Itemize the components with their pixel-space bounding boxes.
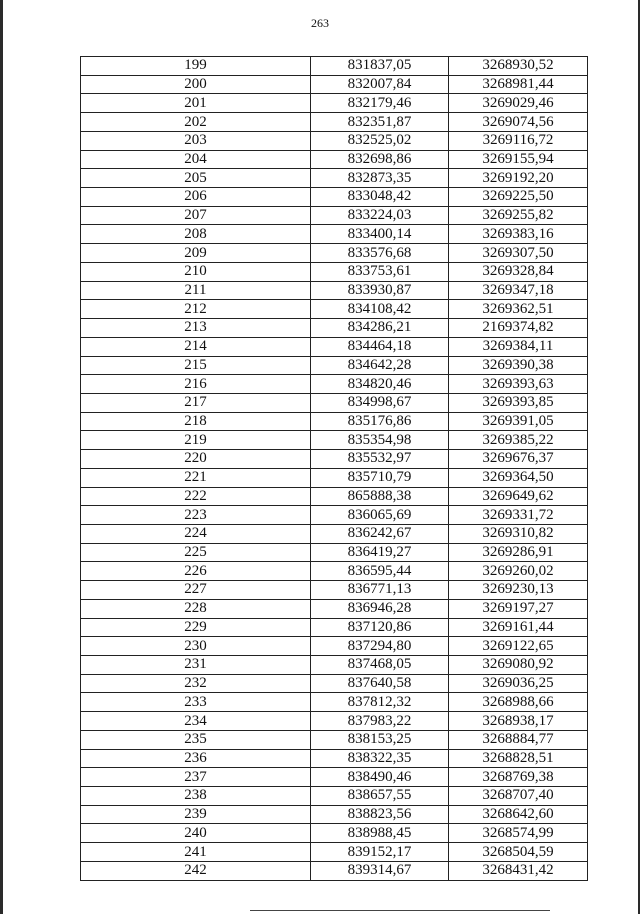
x-coordinate-cell: 832351,87 (311, 113, 449, 132)
x-coordinate-cell: 838490,46 (311, 768, 449, 787)
x-coordinate-cell: 837294,80 (311, 637, 449, 656)
y-coordinate-cell: 3269155,94 (449, 150, 588, 169)
y-coordinate-cell: 3269307,50 (449, 244, 588, 263)
point-number-cell: 215 (81, 356, 311, 375)
x-coordinate-cell: 837468,05 (311, 656, 449, 675)
table-row (81, 487, 588, 506)
table-row (81, 599, 588, 618)
y-coordinate-cell: 3269197,27 (449, 599, 588, 618)
page-number: 263 (311, 16, 329, 30)
table-row (81, 637, 588, 656)
y-coordinate-cell: 3269036,25 (449, 674, 588, 693)
y-coordinate-cell: 3269192,20 (449, 169, 588, 188)
point-number-cell: 228 (81, 599, 311, 618)
y-coordinate-cell: 3269286,91 (449, 543, 588, 562)
coordinates-table (80, 56, 588, 881)
x-coordinate-cell: 835176,86 (311, 412, 449, 431)
point-number-cell: 231 (81, 656, 311, 675)
point-number-cell: 224 (81, 524, 311, 543)
y-coordinate-cell: 3269310,82 (449, 524, 588, 543)
table-row (81, 506, 588, 525)
table-row (81, 543, 588, 562)
table-row (81, 281, 588, 300)
x-coordinate-cell: 834108,42 (311, 300, 449, 319)
y-coordinate-cell: 3269390,38 (449, 356, 588, 375)
table-row (81, 319, 588, 338)
x-coordinate-cell: 831837,05 (311, 57, 449, 76)
point-number-cell: 208 (81, 225, 311, 244)
table-row (81, 131, 588, 150)
table-row (81, 861, 588, 880)
x-coordinate-cell: 833576,68 (311, 244, 449, 263)
x-coordinate-cell: 835532,97 (311, 450, 449, 469)
point-number-cell: 234 (81, 712, 311, 731)
x-coordinate-cell: 836065,69 (311, 506, 449, 525)
x-coordinate-cell: 837812,32 (311, 693, 449, 712)
table-row (81, 843, 588, 862)
point-number-cell: 236 (81, 749, 311, 768)
y-coordinate-cell: 3268981,44 (449, 75, 588, 94)
table-row (81, 805, 588, 824)
point-number-cell: 216 (81, 375, 311, 394)
x-coordinate-cell: 832179,46 (311, 94, 449, 113)
table-row (81, 356, 588, 375)
table-row (81, 412, 588, 431)
point-number-cell: 220 (81, 450, 311, 469)
page-edge-left (0, 0, 3, 914)
point-number-cell: 209 (81, 244, 311, 263)
table-row (81, 75, 588, 94)
x-coordinate-cell: 836419,27 (311, 543, 449, 562)
x-coordinate-cell: 838988,45 (311, 824, 449, 843)
x-coordinate-cell: 832698,86 (311, 150, 449, 169)
y-coordinate-cell: 3269385,22 (449, 431, 588, 450)
table-row (81, 674, 588, 693)
x-coordinate-cell: 835354,98 (311, 431, 449, 450)
x-coordinate-cell: 833224,03 (311, 206, 449, 225)
point-number-cell: 221 (81, 468, 311, 487)
table-row (81, 524, 588, 543)
point-number-cell: 217 (81, 393, 311, 412)
x-coordinate-cell: 832873,35 (311, 169, 449, 188)
table-row (81, 693, 588, 712)
point-number-cell: 207 (81, 206, 311, 225)
point-number-cell: 223 (81, 506, 311, 525)
table-row (81, 581, 588, 600)
x-coordinate-cell: 838153,25 (311, 730, 449, 749)
y-coordinate-cell: 3269393,85 (449, 393, 588, 412)
y-coordinate-cell: 3268930,52 (449, 57, 588, 76)
table-row (81, 188, 588, 207)
point-number-cell: 229 (81, 618, 311, 637)
x-coordinate-cell: 838322,35 (311, 749, 449, 768)
x-coordinate-cell: 839152,17 (311, 843, 449, 862)
table-row (81, 768, 588, 787)
table-row (81, 393, 588, 412)
y-coordinate-cell: 3268504,59 (449, 843, 588, 862)
y-coordinate-cell: 3268884,77 (449, 730, 588, 749)
y-coordinate-cell: 3269364,50 (449, 468, 588, 487)
y-coordinate-cell: 3269255,82 (449, 206, 588, 225)
y-coordinate-cell: 3269676,37 (449, 450, 588, 469)
point-number-cell: 211 (81, 281, 311, 300)
x-coordinate-cell: 836242,67 (311, 524, 449, 543)
x-coordinate-cell: 837983,22 (311, 712, 449, 731)
table-row (81, 749, 588, 768)
x-coordinate-cell: 834286,21 (311, 319, 449, 338)
x-coordinate-cell: 865888,38 (311, 487, 449, 506)
y-coordinate-cell: 3269384,11 (449, 337, 588, 356)
y-coordinate-cell: 3269331,72 (449, 506, 588, 525)
x-coordinate-cell: 836771,13 (311, 581, 449, 600)
y-coordinate-cell: 3268574,99 (449, 824, 588, 843)
table-row (81, 300, 588, 319)
point-number-cell: 200 (81, 75, 311, 94)
y-coordinate-cell: 3269161,44 (449, 618, 588, 637)
point-number-cell: 230 (81, 637, 311, 656)
point-number-cell: 214 (81, 337, 311, 356)
x-coordinate-cell: 834998,67 (311, 393, 449, 412)
point-number-cell: 232 (81, 674, 311, 693)
table-row (81, 730, 588, 749)
y-coordinate-cell: 3269649,62 (449, 487, 588, 506)
table-row (81, 562, 588, 581)
y-coordinate-cell: 3268828,51 (449, 749, 588, 768)
point-number-cell: 235 (81, 730, 311, 749)
table-row (81, 618, 588, 637)
point-number-cell: 204 (81, 150, 311, 169)
table-row (81, 262, 588, 281)
table-row (81, 337, 588, 356)
y-coordinate-cell: 3269383,16 (449, 225, 588, 244)
x-coordinate-cell: 834820,46 (311, 375, 449, 394)
point-number-cell: 212 (81, 300, 311, 319)
point-number-cell: 213 (81, 319, 311, 338)
x-coordinate-cell: 833400,14 (311, 225, 449, 244)
table-row (81, 787, 588, 806)
point-number-cell: 222 (81, 487, 311, 506)
point-number-cell: 206 (81, 188, 311, 207)
y-coordinate-cell: 3268431,42 (449, 861, 588, 880)
table-row (81, 206, 588, 225)
x-coordinate-cell: 832525,02 (311, 131, 449, 150)
table-row (81, 94, 588, 113)
x-coordinate-cell: 835710,79 (311, 468, 449, 487)
y-coordinate-cell: 3268938,17 (449, 712, 588, 731)
y-coordinate-cell: 3269362,51 (449, 300, 588, 319)
y-coordinate-cell: 3269029,46 (449, 94, 588, 113)
point-number-cell: 238 (81, 787, 311, 806)
point-number-cell: 242 (81, 861, 311, 880)
y-coordinate-cell: 3269080,92 (449, 656, 588, 675)
point-number-cell: 202 (81, 113, 311, 132)
table-row (81, 244, 588, 263)
x-coordinate-cell: 833930,87 (311, 281, 449, 300)
table-row (81, 113, 588, 132)
point-number-cell: 201 (81, 94, 311, 113)
table-row (81, 57, 588, 76)
x-coordinate-cell: 833048,42 (311, 188, 449, 207)
y-coordinate-cell: 3268769,38 (449, 768, 588, 787)
point-number-cell: 210 (81, 262, 311, 281)
table-row (81, 150, 588, 169)
table-row (81, 712, 588, 731)
x-coordinate-cell: 837120,86 (311, 618, 449, 637)
y-coordinate-cell: 3269116,72 (449, 131, 588, 150)
y-coordinate-cell: 3269347,18 (449, 281, 588, 300)
table-row (81, 375, 588, 394)
x-coordinate-cell: 836595,44 (311, 562, 449, 581)
point-number-cell: 203 (81, 131, 311, 150)
x-coordinate-cell: 833753,61 (311, 262, 449, 281)
x-coordinate-cell: 834464,18 (311, 337, 449, 356)
point-number-cell: 205 (81, 169, 311, 188)
y-coordinate-cell: 3269328,84 (449, 262, 588, 281)
x-coordinate-cell: 836946,28 (311, 599, 449, 618)
table-row (81, 824, 588, 843)
y-coordinate-cell: 3269393,63 (449, 375, 588, 394)
x-coordinate-cell: 834642,28 (311, 356, 449, 375)
x-coordinate-cell: 839314,67 (311, 861, 449, 880)
point-number-cell: 227 (81, 581, 311, 600)
y-coordinate-cell: 3269260,02 (449, 562, 588, 581)
y-coordinate-cell: 2169374,82 (449, 319, 588, 338)
point-number-cell: 239 (81, 805, 311, 824)
x-coordinate-cell: 838823,56 (311, 805, 449, 824)
point-number-cell: 199 (81, 57, 311, 76)
coordinates-table-body (81, 57, 588, 881)
table-row (81, 656, 588, 675)
point-number-cell: 240 (81, 824, 311, 843)
y-coordinate-cell: 3269230,13 (449, 581, 588, 600)
x-coordinate-cell: 832007,84 (311, 75, 449, 94)
y-coordinate-cell: 3268642,60 (449, 805, 588, 824)
table-row (81, 468, 588, 487)
point-number-cell: 218 (81, 412, 311, 431)
table-row (81, 169, 588, 188)
table-row (81, 431, 588, 450)
y-coordinate-cell: 3269391,05 (449, 412, 588, 431)
y-coordinate-cell: 3269074,56 (449, 113, 588, 132)
point-number-cell: 226 (81, 562, 311, 581)
scan-edge-line (250, 910, 550, 911)
y-coordinate-cell: 3269225,50 (449, 188, 588, 207)
y-coordinate-cell: 3268988,66 (449, 693, 588, 712)
y-coordinate-cell: 3268707,40 (449, 787, 588, 806)
y-coordinate-cell: 3269122,65 (449, 637, 588, 656)
point-number-cell: 237 (81, 768, 311, 787)
point-number-cell: 219 (81, 431, 311, 450)
table-row (81, 225, 588, 244)
x-coordinate-cell: 838657,55 (311, 787, 449, 806)
table-row (81, 450, 588, 469)
point-number-cell: 225 (81, 543, 311, 562)
x-coordinate-cell: 837640,58 (311, 674, 449, 693)
point-number-cell: 241 (81, 843, 311, 862)
point-number-cell: 233 (81, 693, 311, 712)
